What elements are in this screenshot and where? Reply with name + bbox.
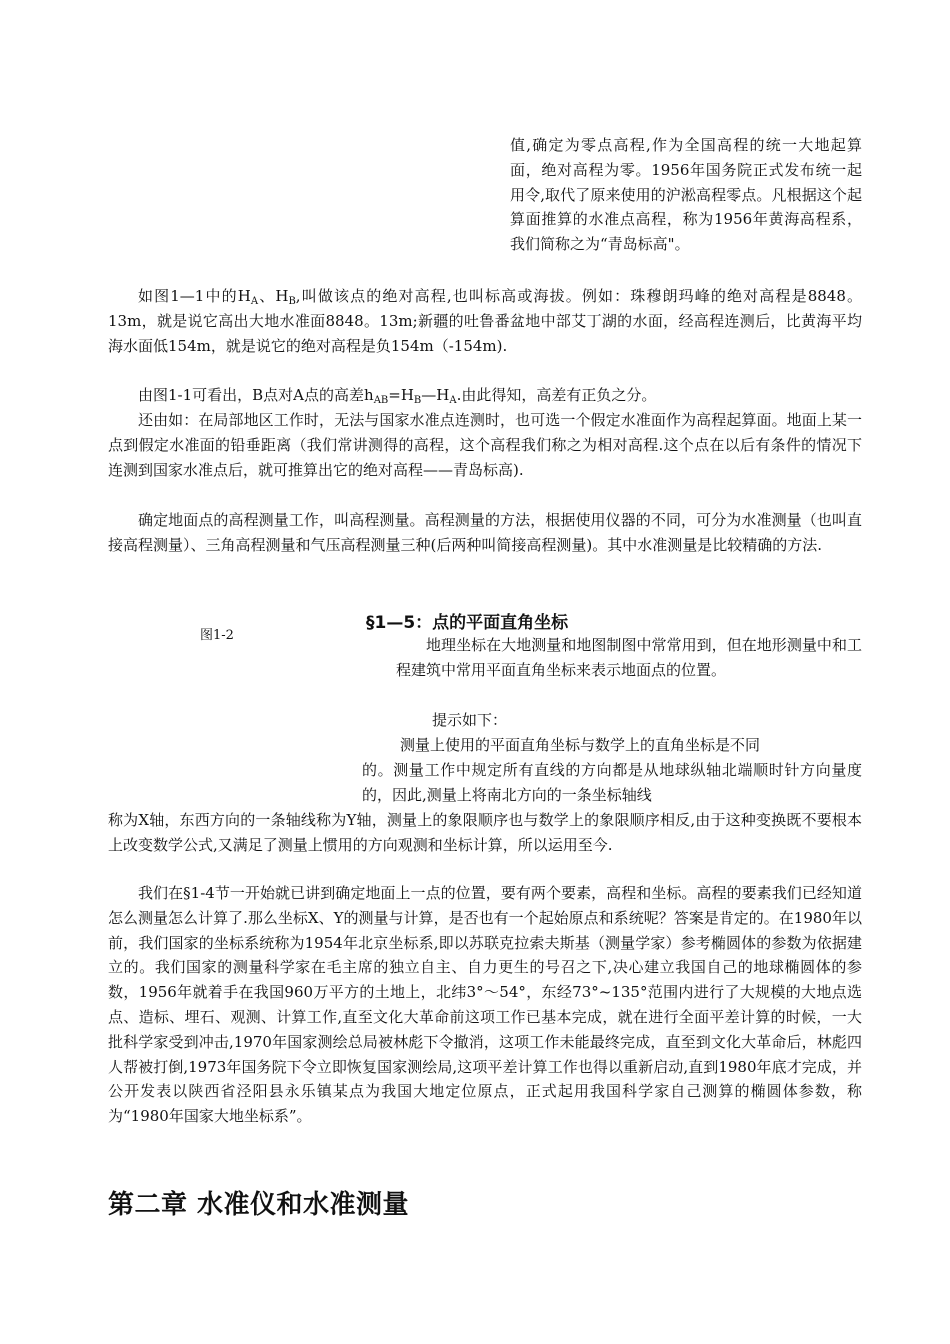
height-difference-paragraph: 由图1-1可看出，B点对A点的高差$h_{AB}=H_B—H_A$.由此得知，高差有正负之分。 — [138, 386, 657, 406]
axis-paragraph-narrow: 的。测量工作中规定所有直线的方向都是从地球纵轴北端顺时针方向量度的，因此,测量上将南北方向的一条坐标轴线 — [362, 761, 862, 804]
axis-paragraph-wide: 称为X轴，东西方向的一条轴线称为Y轴，测量上的象限顺序也与数学上的象限顺序相反,由于这种变换既不要根本上改变数学公式,又满足了测量上惯用的方向观测和坐标计算，所以运用至今. — [108, 811, 862, 854]
section-title: §1—5：点的平面直角坐标 — [366, 613, 569, 633]
elevation-origin-paragraph: 值,确定为零点高程,作为全国高程的统一大地起算面，绝对高程为零。1956年国务院正式发布统一起用令,取代了原来使用的沪淞高程零点。凡根据这个起算面推算的水准点高程，称为1956年黄海高程系，我们简称之为“青岛标高"。 — [510, 136, 862, 254]
absolute-elevation-paragraph: 如图1—1中的$H_A$、$H_B$,叫做该点的绝对高程,也叫标高或海拔。例如：珠穆朗玛峰的绝对高程是8848。13m，就是说它高出大地水准面8848。13m;新疆的吐鲁番盆地中部艾丁湖的水面，经高程连测后，比黄海平均海水面低154m，就是说它的绝对高程是负154m（-154m). — [108, 287, 863, 355]
hint-line: 提示如下： — [432, 711, 508, 729]
figure-label: 图1-2 — [200, 628, 234, 643]
axis-paragraph-line1: 测量上使用的平面直角坐标与数学上的直角坐标是不同 — [400, 736, 761, 754]
chapter-title: 第二章 水准仪和水准测量 — [108, 1190, 410, 1220]
coordinate-system-history-paragraph: 我们在§1-4节一开始就已讲到确定地面上一点的位置，要有两个要素，高程和坐标。高程的要素我们已经知道怎么测量怎么计算了.那么坐标X、Y的测量与计算，是否也有一个起始原点和系统呢？答案是肯定的。在1980年以前，我们国家的坐标系统称为1954年北京坐标系,即以苏联克拉索夫斯基（测量学家）参考椭圆体的参数为依据建立的。我们国家的测量科学家在毛主席的独立自主、自力更生的号召之下,决心建立我国自己的地球椭圆体的参数，1956年就着手在我国960万平方的土地上，北纬3°～54°，东经73°~135°范围内进行了大规模的大地点选点、造标、埋石、观测、计算工作,直至文化大革命前这项工作已基本完成，就在进行全面平差计算的时候，一大批科学家受到冲击,1970年国家测绘总局被林彪下令撤消，这项工作未能最终完成，直至到文化大革命后，林彪四人帮被打倒,1973年国务院下令立即恢复国家测绘局,这项平差计算工作也得以重新启动,直到1980年底才完成，并公开发表以陕西省泾阳县永乐镇某点为我国大地定位原点，正式起用我国科学家自己测算的椭圆体参数，称为“1980年国家大地坐标系”。 — [108, 884, 862, 1126]
leveling-methods-paragraph: 确定地面点的高程测量工作，叫高程测量。高程测量的方法，根据使用仪器的不同，可分为水准测量（也叫直接高程测量）、三角高程测量和气压高程测量三种(后两种叫简接高程测量)。其中水准测量是比较精确的方法. — [108, 511, 862, 554]
geographic-coordinates-paragraph: 地理坐标在大地测量和地图制图中常常用到，但在地形测量中和工程建筑中常用平面直角坐标来表示地面点的位置。 — [396, 636, 862, 679]
relative-elevation-paragraph: 还由如：在局部地区工作时，无法与国家水准点连测时，也可选一个假定水准面作为高程起算面。地面上某一点到假定水准面的铅垂距离（我们常讲测得的高程，这个高程我们称之为相对高程.这个点在以后有条件的情况下连测到国家水准点后，就可推算出它的绝对高程——青岛标高). — [108, 411, 862, 479]
